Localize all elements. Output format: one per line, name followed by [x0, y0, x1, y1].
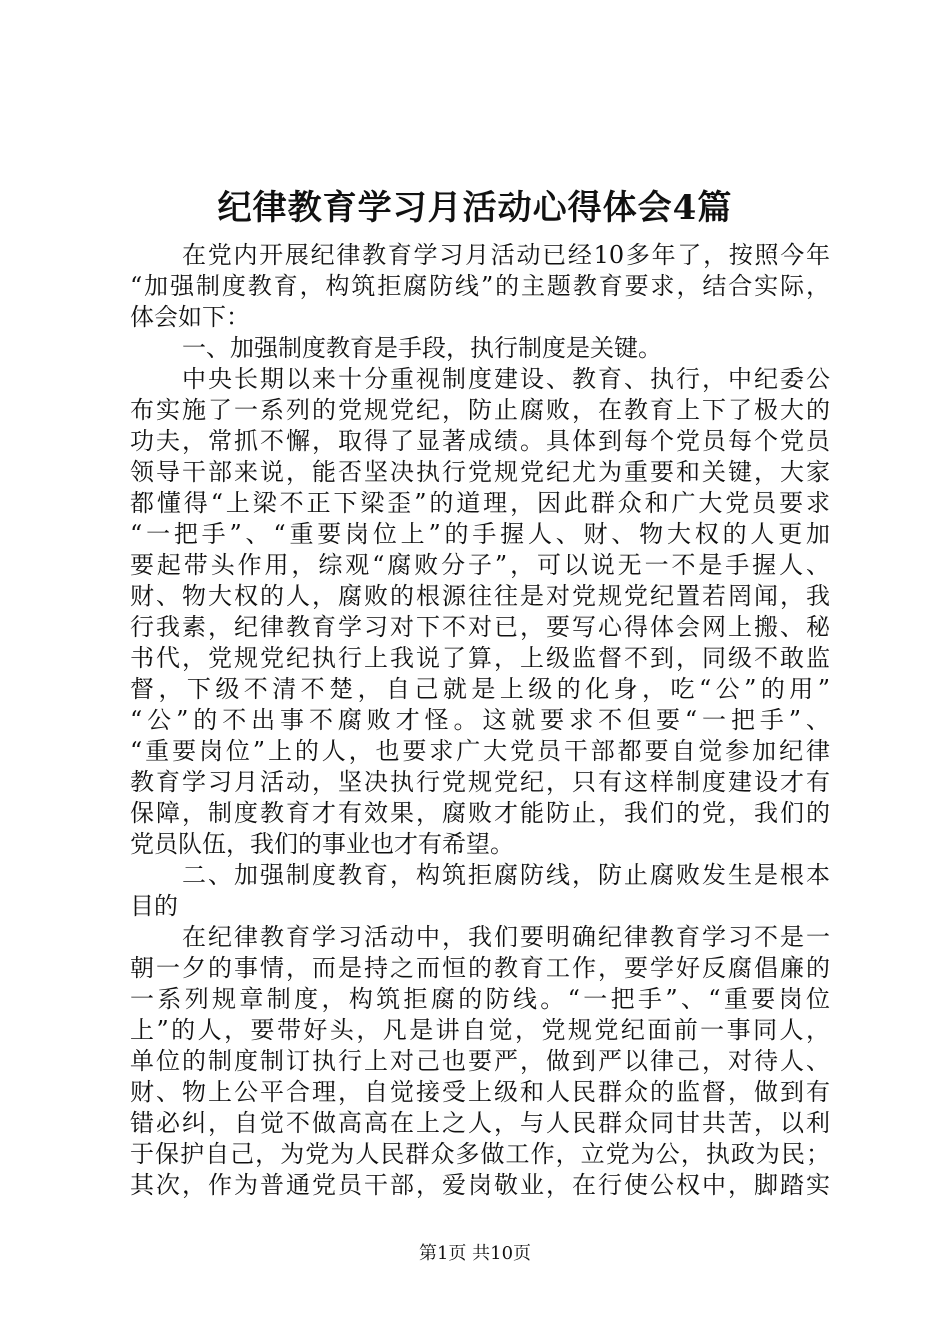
- text-line: 领导干部来说，能否坚决执行党规党纪尤为重要和关键，大家: [130, 458, 830, 486]
- text-line: 目的: [130, 892, 178, 920]
- text-line: 体会如下：: [130, 303, 250, 331]
- text-line: “重要岗位”上的人，也要求广大党员干部都要自觉参加纪律: [130, 737, 830, 765]
- text-line: 财、物大权的人，腐败的根源往往是对党规党纪置若罔闻，我: [130, 582, 830, 610]
- text-line: 错必纠，自觉不做高高在上之人，与人民群众同甘共苦，以利: [130, 1109, 830, 1137]
- text-line: 行我素，纪律教育学习对下不对已，要写心得体会网上搬、秘: [130, 613, 830, 641]
- text-line: 党员队伍，我们的事业也才有希望。: [130, 830, 514, 858]
- text-line: 财、物上公平合理，自觉接受上级和人民群众的监督，做到有: [130, 1078, 830, 1106]
- document-body: [130, 240, 830, 1201]
- text-line: 要起带头作用，综观“腐败分子”，可以说无一不是手握人、: [130, 551, 830, 579]
- text-line: 一、加强制度教育是手段，执行制度是关键。: [182, 334, 662, 362]
- text-line: 功夫，常抓不懈，取得了显著成绩。具体到每个党员每个党员: [130, 427, 830, 455]
- page-footer: 第1页 共10页: [418, 1243, 532, 1264]
- text-line: “一把手”、“重要岗位上”的手握人、财、物大权的人更加: [130, 520, 830, 548]
- text-line: 督，下级不清不楚，自己就是上级的化身，吃“公”的用”: [130, 675, 830, 703]
- text-line: “加强制度教育，构筑拒腐防线”的主题教育要求，结合实际，: [130, 272, 830, 300]
- text-line: 二、加强制度教育，构筑拒腐防线，防止腐败发生是根本: [182, 861, 830, 889]
- text-line: 在党内开展纪律教育学习月活动已经10多年了，按照今年: [182, 241, 830, 269]
- text-line: 一系列规章制度，构筑拒腐的防线。“一把手”、“重要岗位: [130, 985, 830, 1013]
- document-title: 纪律教育学习月活动心得体会4篇: [217, 188, 733, 228]
- text-line: 中央长期以来十分重视制度建设、教育、执行，中纪委公: [182, 365, 830, 393]
- text-line: “公”的不出事不腐败才怪。这就要求不但要“一把手”、: [130, 706, 830, 734]
- text-line: 在纪律教育学习活动中，我们要明确纪律教育学习不是一: [182, 923, 830, 951]
- text-line: 单位的制度制订执行上对己也要严，做到严以律己，对待人、: [130, 1047, 830, 1075]
- text-line: 保障，制度教育才有效果，腐败才能防止，我们的党，我们的: [130, 799, 830, 827]
- text-line: 上”的人，要带好头，凡是讲自觉，党规党纪面前一事同人，: [130, 1016, 830, 1044]
- text-line: 其次，作为普通党员干部，爱岗敬业，在行使公权中，脚踏实: [130, 1171, 830, 1199]
- text-line: 书代，党规党纪执行上我说了算，上级监督不到，同级不敢监: [130, 644, 830, 672]
- text-line: 布实施了一系列的党规党纪，防止腐败，在教育上下了极大的: [130, 396, 830, 424]
- text-line: 都懂得“上梁不正下梁歪”的道理，因此群众和广大党员要求: [130, 489, 830, 517]
- text-line: 教育学习月活动，坚决执行党规党纪，只有这样制度建设才有: [130, 768, 830, 796]
- text-line: 朝一夕的事情，而是持之而恒的教育工作，要学好反腐倡廉的: [130, 954, 830, 982]
- text-line: 于保护自己，为党为人民群众多做工作，立党为公，执政为民；: [130, 1140, 830, 1168]
